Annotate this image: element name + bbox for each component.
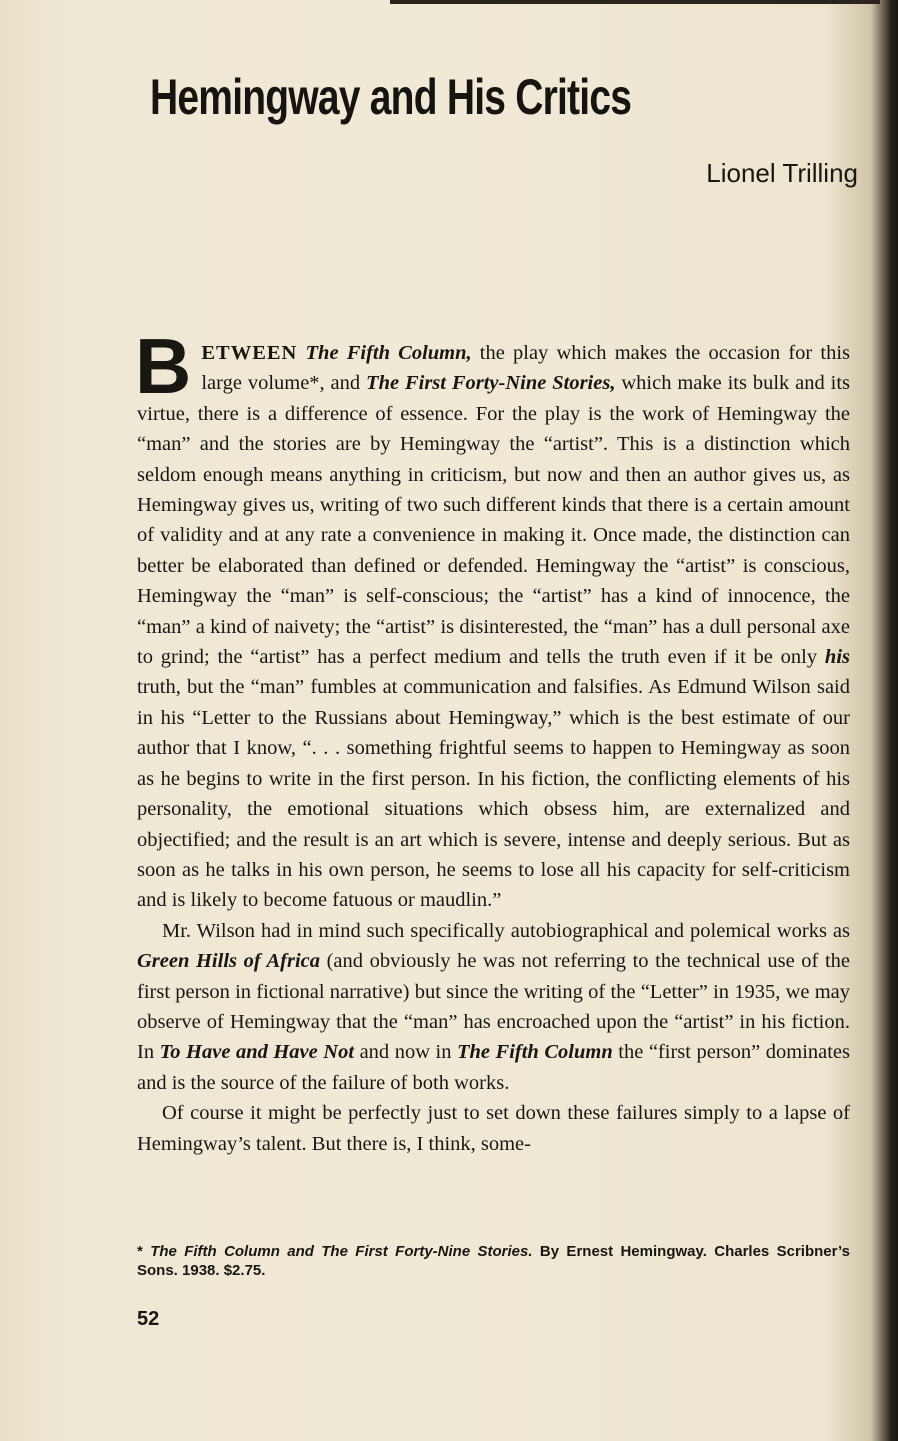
- footnote-marker: *: [137, 1243, 151, 1260]
- article-body: [135, 322, 851, 1159]
- text-run: the play which makes the occasion for this large volume*, and: [201, 342, 850, 395]
- text-run: Mr. Wilson had in mind such specifically autobiographical and polemical works as: [162, 919, 850, 942]
- text-run: [297, 342, 305, 364]
- text-run: which make its bulk and its virtue, there is a difference of essence. For the play is the work of Hemingway the “man” and the stories are by Hemingway the “artist”. This is a distinction which seldom enough means anything in criticism, but now and then an author gives us, as Hemingway gives us, writing of two such different kinds that there is a certain amount of validity and at any rate a convenience in making it. Once made, the distinction can better be elaborated than defined or defended. Hemingway the “artist” is conscious, Hemingway the “man” is self-conscious; the “artist” has a kind of innocence, the “man” a kind of naivety; the “artist” is disinterested, the “man” has a dull personal axe to grind; the “artist” has a perfect medium and tells the truth even if it be only: [137, 372, 850, 669]
- text-run: Of course it might be perfectly just to set down these failures simply to a lapse of Hemingway’s talent. But there is, I think, some-: [137, 1102, 850, 1155]
- book-title-to-have-and-have-not: To Have and Have Not: [159, 1041, 355, 1064]
- footnote-book-titles: The Fifth Column and The First Forty-Nine Stories.: [150, 1243, 533, 1260]
- page-edge-rule: [390, 0, 880, 4]
- footnote: [137, 1242, 850, 1280]
- text-run: truth, but the “man” fumbles at communication and falsifies. As Edmund Wilson said in his “Letter to the Russians about Hemingway,” which is the best estimate of our author that I know, “. . . something frightful seems to happen to Hemingway as soon as he begins to write in the first person. In his fiction, the conflicting elements of his personality, the emotional situations which obsess him, are externalized and objectified; and the result is an art which is severe, intense and deeply serious. But as soon as he talks in his own person, he seems to lose all his capacity for self-criticism and is likely to become fatuous or maudlin.”: [137, 676, 850, 912]
- book-title-fifth-column: The Fifth Column,: [305, 342, 472, 364]
- page-number: 52: [137, 1308, 160, 1330]
- paragraph-3: [137, 1098, 850, 1159]
- book-title-fifth-column: The Fifth Column: [457, 1041, 613, 1064]
- book-title-green-hills: Green Hills of Africa: [137, 950, 321, 973]
- drop-cap: B: [135, 322, 192, 410]
- text-run: the “first person” dominates and is the source of the failure of both works.: [137, 1041, 851, 1094]
- paragraph-2: [137, 916, 850, 1098]
- paragraph-1: [135, 322, 850, 916]
- book-title-forty-nine-stories: The First Forty-Nine Stories,: [366, 372, 616, 395]
- emphasis-his: his: [824, 646, 850, 669]
- footnote-publication-info: By Ernest Hemingway. Charles Scribner’s Sons. 1938. $2.75.: [137, 1243, 850, 1279]
- text-run: and now in: [354, 1041, 457, 1064]
- article-title: Hemingway and His Critics: [150, 69, 632, 125]
- first-word-rest: ETWEEN: [201, 342, 298, 364]
- text-run: (and obviously he was not referring to the technical use of the first person in fictional narrative) but since the writing of the “Letter” in 1935, we may observe of Hemingway that the “man” has encroached upon the “artist” in his fiction. In: [137, 950, 850, 1064]
- article-author: Lionel Trilling: [706, 158, 858, 188]
